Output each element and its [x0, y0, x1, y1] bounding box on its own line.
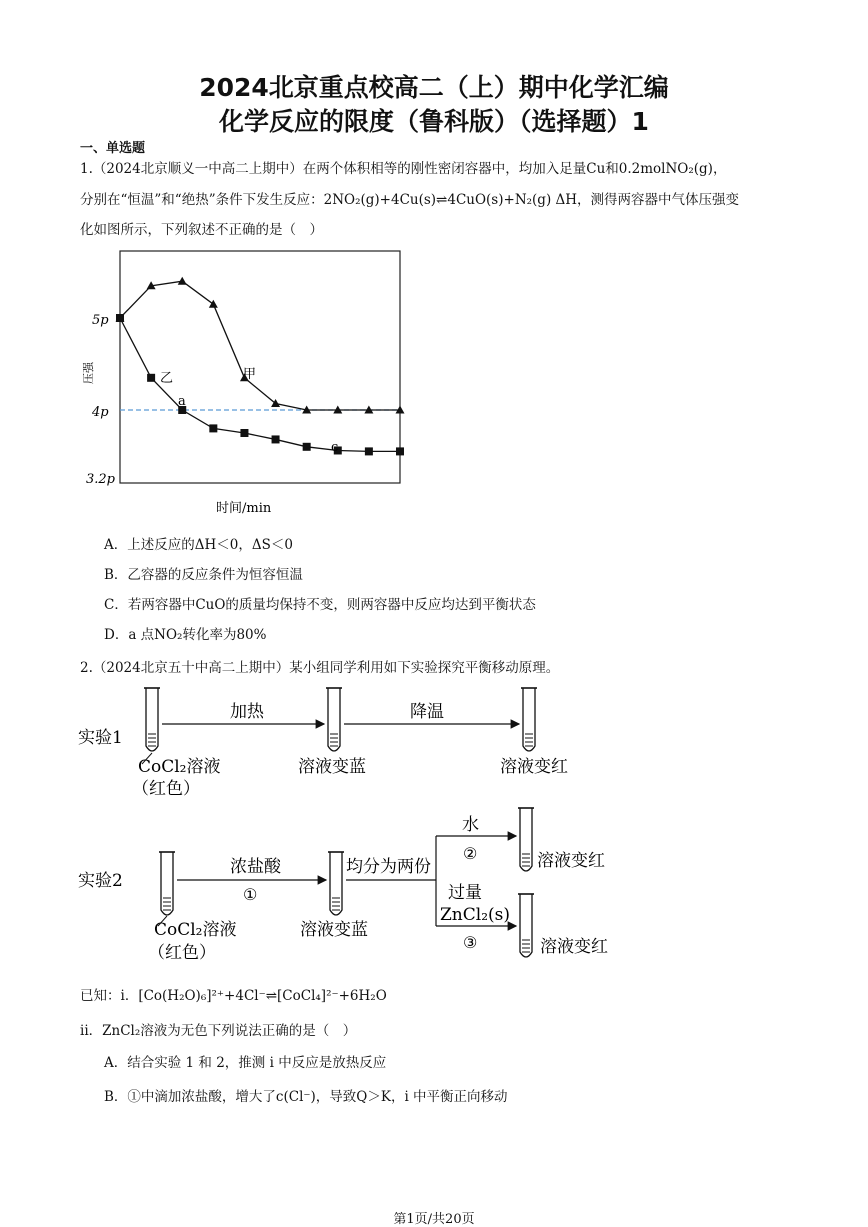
square-point-3	[209, 424, 217, 432]
exp2-step3: ③	[463, 933, 478, 952]
y-axis-label: 压强	[82, 362, 95, 384]
triangle-point-3	[209, 300, 218, 308]
exp1-arrow2-label: 降温	[410, 702, 444, 722]
exp1-reagent-color: （红色）	[132, 779, 200, 799]
square-point-0	[116, 314, 124, 322]
experiment-diagram	[70, 680, 630, 970]
test-tube-1c	[521, 688, 537, 751]
q1-option-a: A．上述反应的ΔH＜0，ΔS＜0	[104, 537, 293, 553]
exp2-arrow1-label: 浓盐酸	[230, 857, 281, 877]
q1-option-d: D．a 点NO₂转化率为80%	[104, 627, 267, 643]
exp1-reagent: CoCl₂溶液	[138, 757, 221, 777]
exp2-branch-up-label: 水	[462, 815, 479, 835]
point-label-a: a	[178, 394, 186, 409]
exp1-arrow1-label: 加热	[230, 702, 264, 722]
series-jia	[116, 277, 405, 414]
exp2-step2: ②	[463, 844, 478, 863]
test-tube-2a	[159, 852, 175, 915]
page-title-line2: 化学反应的限度（鲁科版）（选择题）1	[219, 107, 649, 136]
q1-stem-line3: 化如图所示，下列叙述不正确的是（ ）	[80, 222, 323, 238]
exp2-split-label: 均分为两份	[346, 857, 431, 877]
chart-axes	[120, 251, 400, 483]
q2-option-b: B．①中滴加浓盐酸，增大了c(Cl⁻)，导致Q＞K，i 中平衡正向移动	[104, 1089, 508, 1105]
exp2-reagent-color: （红色）	[148, 943, 216, 963]
ytick-3.2p: 3.2p	[86, 472, 115, 487]
exp2-branch-down-label2: ZnCl₂(s)	[440, 905, 511, 925]
experiment-2	[78, 808, 608, 963]
page-footer: 第1页/共20页	[393, 1212, 475, 1227]
exp1-label: 实验1	[78, 728, 123, 748]
exp2-reagent: CoCl₂溶液	[154, 920, 237, 940]
page-title-line1: 2024北京重点校高二（上）期中化学汇编	[199, 73, 669, 102]
exp2-result1: 溶液变蓝	[300, 920, 368, 940]
square-point-5	[272, 435, 280, 443]
test-tube-1b	[326, 688, 342, 751]
exp2-result-down: 溶液变红	[540, 937, 608, 957]
square-point-9	[396, 447, 404, 455]
exp2-branch-down-label1: 过量	[448, 883, 482, 903]
test-tube-2b	[328, 852, 344, 915]
test-tube-1a	[144, 688, 160, 751]
experiment-1	[78, 688, 568, 799]
q2-option-a: A．结合实验 1 和 2，推测 i 中反应是放热反应	[104, 1055, 387, 1071]
x-axis-label: 时间/min	[216, 501, 272, 516]
q2-stem: 2.（2024北京五十中高二上期中）某小组同学利用如下实验探究平衡移动原理。	[80, 660, 560, 676]
square-point-1	[147, 374, 155, 382]
section-heading: 一、单选题	[80, 141, 146, 156]
point-label-c: c	[331, 440, 339, 455]
exp2-step1: ①	[243, 885, 258, 904]
exp2-label: 实验2	[78, 871, 123, 891]
exp2-result-up: 溶液变红	[537, 851, 605, 871]
q1-stem-line1: 1.（2024北京顺义一中高二上期中）在两个体积相等的刚性密闭容器中，均加入足量Cu和0.2molNO₂(g)，	[80, 161, 727, 177]
ytick-5p: 5p	[92, 313, 109, 328]
ytick-4p: 4p	[92, 405, 109, 420]
test-tube-2d	[518, 894, 534, 957]
square-point-8	[365, 447, 373, 455]
test-tube-2c	[518, 808, 534, 871]
q1-option-b: B．乙容器的反应条件为恒容恒温	[104, 567, 303, 583]
triangle-point-2	[178, 277, 187, 285]
pressure-time-chart	[78, 240, 418, 520]
exp1-result2: 溶液变红	[500, 757, 568, 777]
q1-option-c: C．若两容器中CuO的质量均保持不变，则两容器中反应均达到平衡状态	[104, 597, 536, 613]
square-point-4	[240, 429, 248, 437]
q2-known-ii: ii．ZnCl₂溶液为无色下列说法正确的是（ ）	[80, 1023, 357, 1039]
q1-stem-line2: 分别在“恒温”和“绝热”条件下发生反应：2NO₂(g)+4Cu(s)⇌4CuO(s)+N₂(g) ΔH，测得两容器中气体压强变	[80, 192, 740, 208]
exp1-result1: 溶液变蓝	[298, 757, 366, 777]
q2-known-i: 已知：i．[Co(H₂O)₆]²⁺+4Cl⁻⇌[CoCl₄]²⁻+6H₂O	[80, 988, 387, 1004]
series-label-jia: 甲	[243, 367, 257, 382]
series-label-yi: 乙	[160, 371, 174, 386]
series-line-0	[120, 281, 400, 410]
square-point-6	[303, 443, 311, 451]
